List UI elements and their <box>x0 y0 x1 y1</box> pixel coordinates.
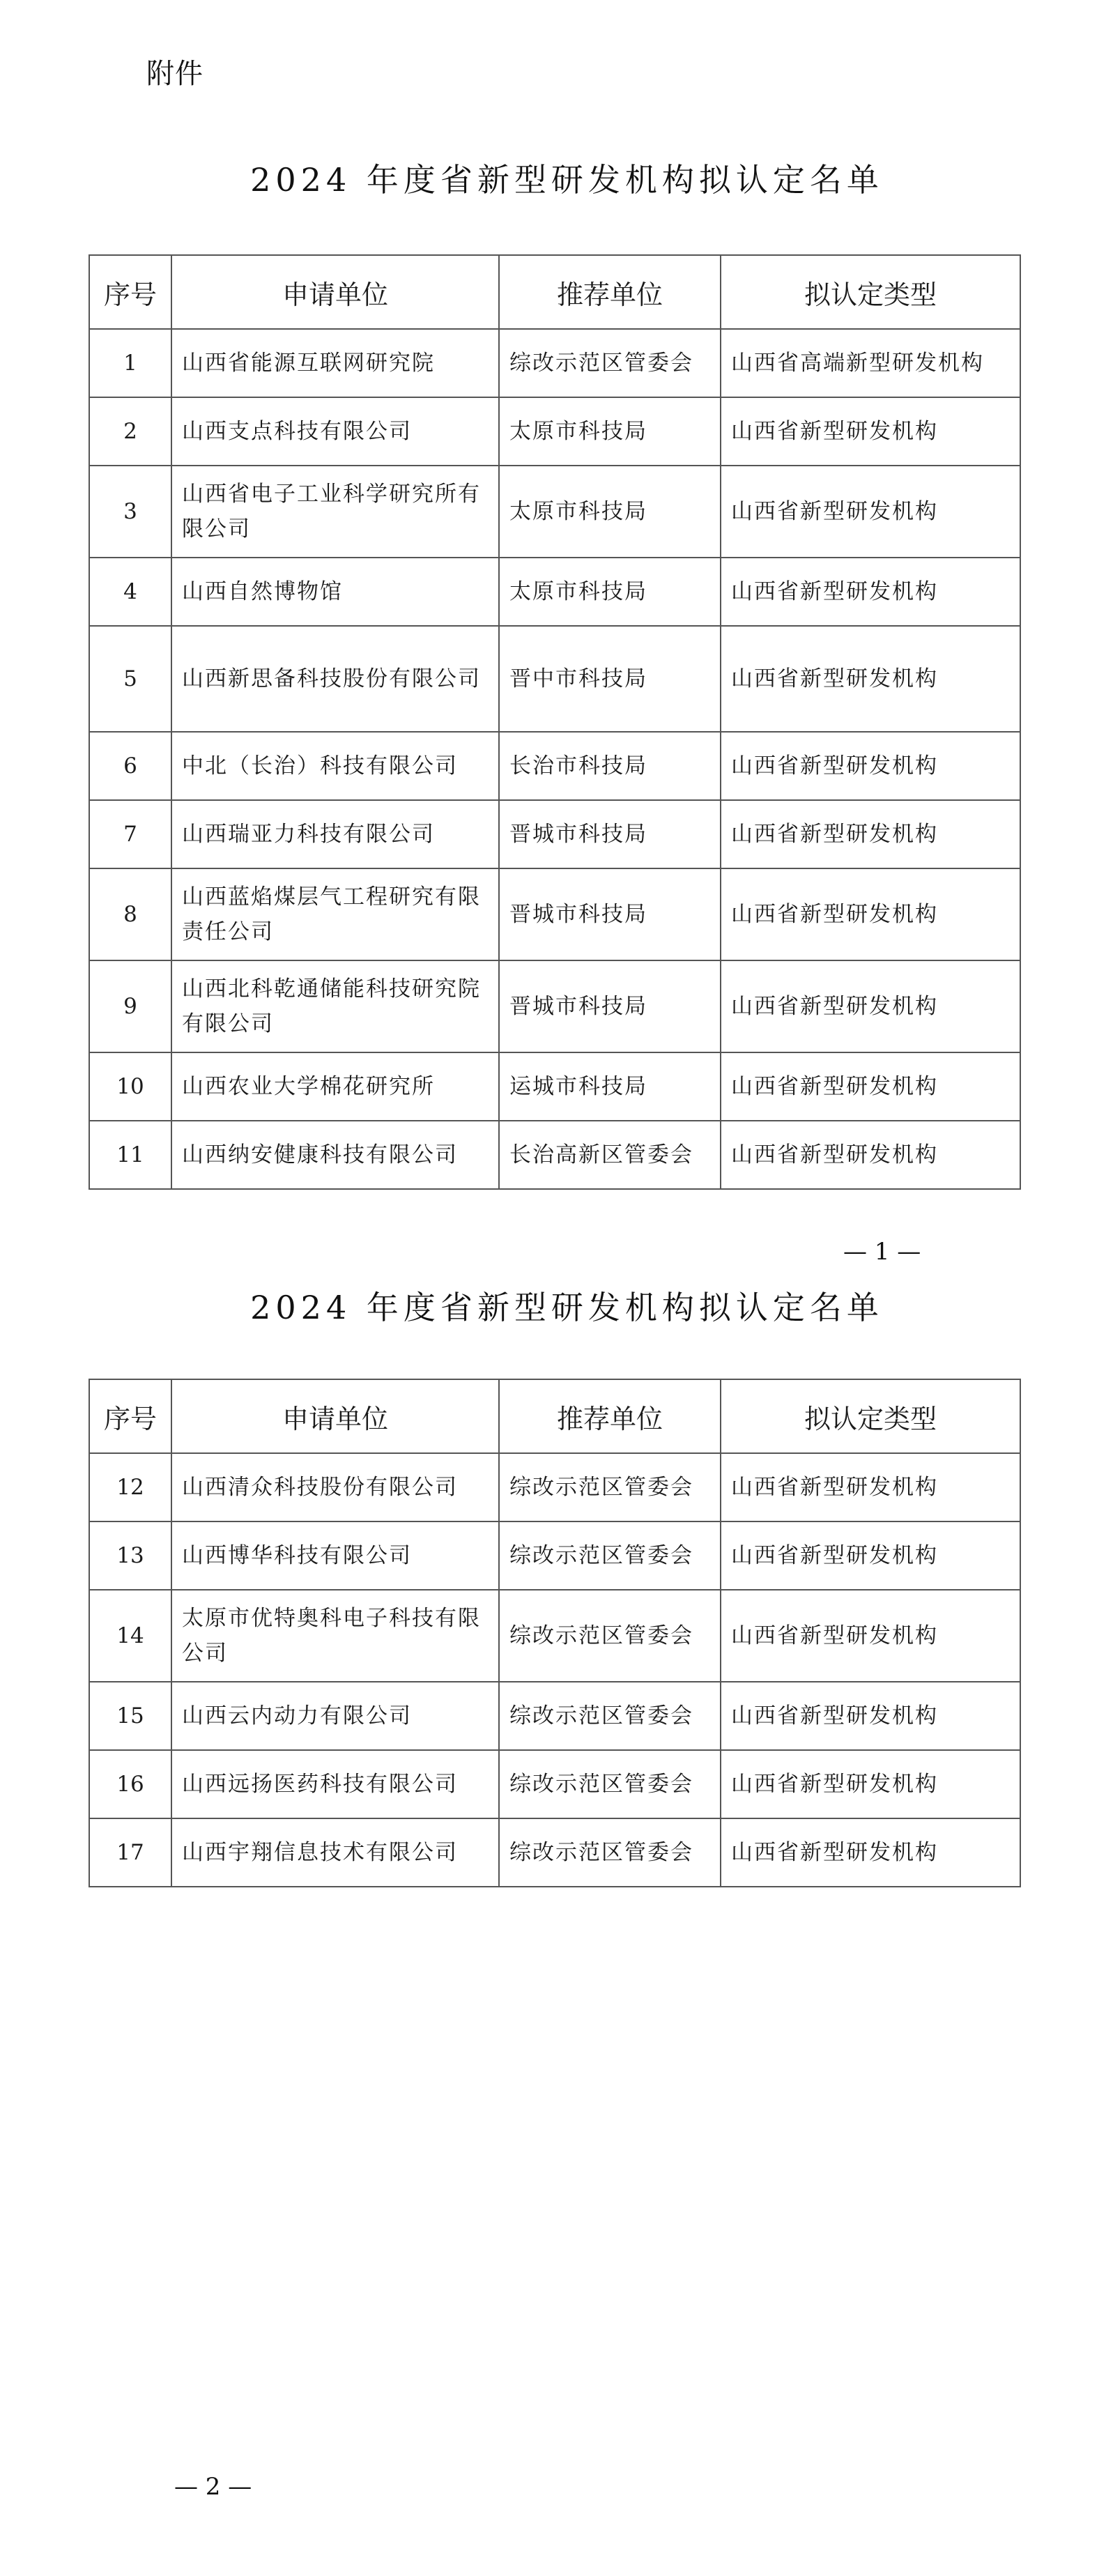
header-type: 拟认定类型 <box>721 1379 1020 1453</box>
cell-recommender: 综改示范区管委会 <box>499 1682 721 1750</box>
cell-type: 山西省新型研发机构 <box>721 1453 1020 1521</box>
cell-applicant: 山西清众科技股份有限公司 <box>171 1453 499 1521</box>
cell-recommender: 晋城市科技局 <box>499 868 721 960</box>
cell-applicant: 山西省能源互联网研究院 <box>171 329 499 397</box>
candidate-table-page-2 <box>89 1379 1021 1887</box>
cell-seq: 6 <box>89 732 171 800</box>
cell-type: 山西省新型研发机构 <box>721 732 1020 800</box>
cell-type: 山西省新型研发机构 <box>721 1750 1020 1818</box>
cell-type: 山西省新型研发机构 <box>721 1590 1020 1682</box>
table-row <box>89 626 1020 732</box>
cell-type: 山西省新型研发机构 <box>721 626 1020 732</box>
cell-type: 山西省新型研发机构 <box>721 1052 1020 1121</box>
table-row <box>89 732 1020 800</box>
cell-type: 山西省新型研发机构 <box>721 1121 1020 1189</box>
cell-type: 山西省新型研发机构 <box>721 800 1020 868</box>
table-row <box>89 868 1020 960</box>
cell-type: 山西省新型研发机构 <box>721 466 1020 558</box>
cell-recommender: 综改示范区管委会 <box>499 329 721 397</box>
header-type: 拟认定类型 <box>721 255 1020 329</box>
cell-applicant: 太原市优特奥科电子科技有限公司 <box>171 1590 499 1682</box>
cell-recommender: 综改示范区管委会 <box>499 1590 721 1682</box>
cell-recommender: 晋城市科技局 <box>499 800 721 868</box>
cell-recommender: 综改示范区管委会 <box>499 1453 721 1521</box>
cell-recommender: 综改示范区管委会 <box>499 1521 721 1590</box>
cell-applicant: 山西云内动力有限公司 <box>171 1682 499 1750</box>
page-title: 2024 年度省新型研发机构拟认定名单 <box>250 1289 884 1326</box>
cell-recommender: 综改示范区管委会 <box>499 1818 721 1887</box>
cell-type: 山西省新型研发机构 <box>721 868 1020 960</box>
cell-applicant: 山西新思备科技股份有限公司 <box>171 626 499 732</box>
cell-type: 山西省新型研发机构 <box>721 1521 1020 1590</box>
cell-recommender: 长治高新区管委会 <box>499 1121 721 1189</box>
cell-recommender: 晋城市科技局 <box>499 960 721 1052</box>
cell-applicant: 山西支点科技有限公司 <box>171 397 499 466</box>
table-header-row <box>89 1379 1020 1453</box>
cell-applicant: 山西省电子工业科学研究所有限公司 <box>171 466 499 558</box>
cell-type: 山西省新型研发机构 <box>721 1818 1020 1887</box>
table-row <box>89 1121 1020 1189</box>
cell-type: 山西省新型研发机构 <box>721 397 1020 466</box>
cell-applicant: 山西农业大学棉花研究所 <box>171 1052 499 1121</box>
cell-recommender: 综改示范区管委会 <box>499 1750 721 1818</box>
header-applicant: 申请单位 <box>171 255 499 329</box>
cell-recommender: 太原市科技局 <box>499 397 721 466</box>
cell-seq: 17 <box>89 1818 171 1887</box>
cell-seq: 7 <box>89 800 171 868</box>
cell-seq: 11 <box>89 1121 171 1189</box>
table-row <box>89 466 1020 558</box>
cell-seq: 16 <box>89 1750 171 1818</box>
table-row <box>89 1818 1020 1887</box>
cell-seq: 2 <box>89 397 171 466</box>
cell-applicant: 山西纳安健康科技有限公司 <box>171 1121 499 1189</box>
candidate-table-page-1 <box>89 254 1021 1190</box>
cell-applicant: 山西远扬医药科技有限公司 <box>171 1750 499 1818</box>
cell-applicant: 山西自然博物馆 <box>171 558 499 626</box>
attachment-label: 附件 <box>146 58 203 90</box>
cell-seq: 13 <box>89 1521 171 1590</box>
cell-seq: 15 <box>89 1682 171 1750</box>
table-header-row <box>89 255 1020 329</box>
table-row <box>89 397 1020 466</box>
cell-applicant: 山西博华科技有限公司 <box>171 1521 499 1590</box>
cell-applicant: 山西瑞亚力科技有限公司 <box>171 800 499 868</box>
header-seq: 序号 <box>89 255 171 329</box>
cell-seq: 9 <box>89 960 171 1052</box>
header-recommender: 推荐单位 <box>499 1379 721 1453</box>
table-row <box>89 1590 1020 1682</box>
cell-applicant: 山西北科乾通储能科技研究院有限公司 <box>171 960 499 1052</box>
table-row <box>89 558 1020 626</box>
table-row <box>89 960 1020 1052</box>
cell-applicant: 中北（长治）科技有限公司 <box>171 732 499 800</box>
table-row <box>89 1453 1020 1521</box>
cell-seq: 1 <box>89 329 171 397</box>
table-row <box>89 1052 1020 1121</box>
cell-applicant: 山西蓝焰煤层气工程研究有限责任公司 <box>171 868 499 960</box>
table-row <box>89 1682 1020 1750</box>
header-applicant: 申请单位 <box>171 1379 499 1453</box>
cell-seq: 12 <box>89 1453 171 1521</box>
cell-type: 山西省新型研发机构 <box>721 960 1020 1052</box>
cell-recommender: 晋中市科技局 <box>499 626 721 732</box>
cell-recommender: 长治市科技局 <box>499 732 721 800</box>
cell-seq: 10 <box>89 1052 171 1121</box>
page-number: — 1 — <box>843 1238 921 1266</box>
cell-seq: 5 <box>89 626 171 732</box>
cell-type: 山西省高端新型研发机构 <box>721 329 1020 397</box>
cell-type: 山西省新型研发机构 <box>721 558 1020 626</box>
cell-recommender: 太原市科技局 <box>499 558 721 626</box>
cell-type: 山西省新型研发机构 <box>721 1682 1020 1750</box>
page-title: 2024 年度省新型研发机构拟认定名单 <box>250 161 884 199</box>
cell-recommender: 太原市科技局 <box>499 466 721 558</box>
cell-seq: 8 <box>89 868 171 960</box>
cell-recommender: 运城市科技局 <box>499 1052 721 1121</box>
cell-seq: 4 <box>89 558 171 626</box>
cell-applicant: 山西宇翔信息技术有限公司 <box>171 1818 499 1887</box>
page-number: — 2 — <box>174 2473 252 2501</box>
table-row <box>89 1750 1020 1818</box>
table-row <box>89 329 1020 397</box>
cell-seq: 14 <box>89 1590 171 1682</box>
table-row <box>89 1521 1020 1590</box>
header-recommender: 推荐单位 <box>499 255 721 329</box>
cell-seq: 3 <box>89 466 171 558</box>
header-seq: 序号 <box>89 1379 171 1453</box>
table-row <box>89 800 1020 868</box>
